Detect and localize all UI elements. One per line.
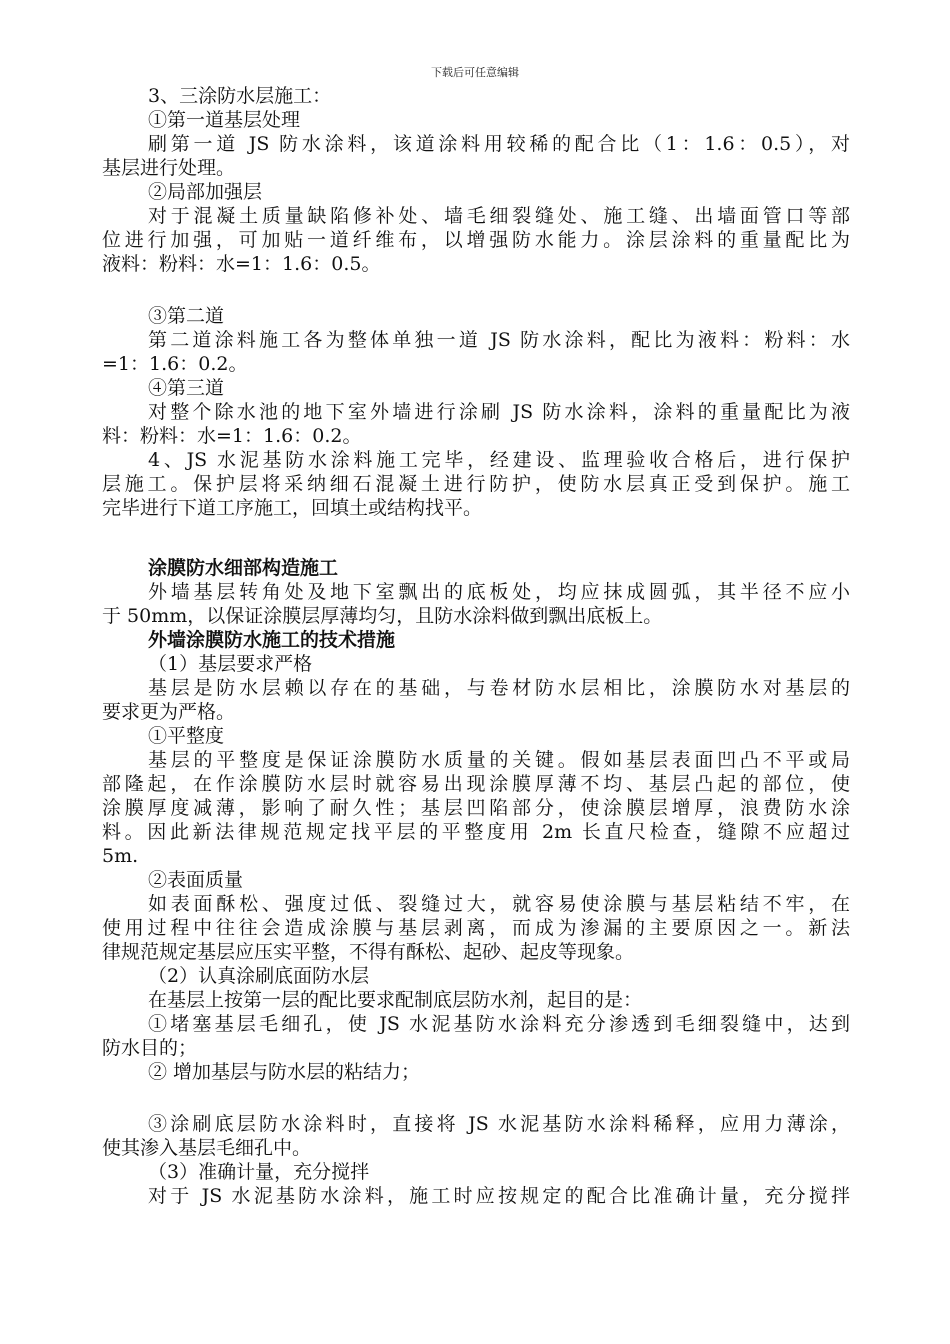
paragraph-line: 使用过程中往往会造成涂膜与基层剥离，而成为渗漏的主要原因之一。新法 (102, 917, 850, 939)
paragraph-line: 外墙基层转角处及地下室飘出的底板处，均应抹成圆弧，其半径不应小 (148, 581, 850, 603)
paragraph-line: 5m. (102, 845, 139, 867)
paragraph-line: 涂膜厚度减薄，影响了耐久性；基层凹陷部分，使涂膜层增厚，浪费防水涂 (102, 797, 850, 819)
paragraph-line: 4、JS 水泥基防水涂料施工完毕，经建设、监理验收合格后，进行保护 (148, 449, 850, 471)
paragraph-line: 部隆起，在作涂膜防水层时就容易出现涂膜厚薄不均、基层凸起的部位，使 (102, 773, 850, 795)
paragraph-line: 液料：粉料：水=1：1.6：0.5。 (102, 253, 381, 275)
paragraph-line: 料：粉料：水=1：1.6：0.2。 (102, 425, 362, 447)
paragraph-line: 3、三涂防水层施工： (148, 85, 332, 107)
paragraph-line: 对于混凝土质量缺陷修补处、墙毛细裂缝处、施工缝、出墙面管口等部 (148, 205, 850, 227)
paragraph-line: 料。因此新法律规范规定找平层的平整度用 2m 长直尺检查，缝隙不应超过 (102, 821, 850, 843)
paragraph-line: 基层是防水层赖以存在的基础，与卷材防水层相比，涂膜防水对基层的 (148, 677, 850, 699)
paragraph-line: （2）认真涂刷底面防水层 (148, 965, 370, 987)
paragraph-line: ②表面质量 (148, 869, 244, 891)
paragraph-line: 律规范规定基层应压实平整，不得有酥松、起砂、起皮等现象。 (102, 941, 635, 963)
paragraph-line: ③涂刷底层防水涂料时，直接将 JS 水泥基防水涂料稀释，应用力薄涂， (148, 1113, 850, 1135)
paragraph-line: 对于 JS 水泥基防水涂料，施工时应按规定的配合比准确计量，充分搅拌 (148, 1185, 850, 1207)
paragraph-line: （1）基层要求严格 (148, 653, 313, 675)
paragraph-line: 如表面酥松、强度过低、裂缝过大，就容易使涂膜与基层粘结不牢，在 (148, 893, 850, 915)
paragraph-line: ② 增加基层与防水层的粘结力； (148, 1061, 421, 1083)
paragraph-line: 刷第一道 JS 防水涂料，该道涂料用较稀的配合比（1：1.6：0.5），对 (148, 133, 850, 155)
paragraph-line: 防水目的； (102, 1037, 198, 1059)
paragraph-line: ①堵塞基层毛细孔，使 JS 水泥基防水涂料充分渗透到毛细裂缝中，达到 (148, 1013, 850, 1035)
paragraph-line: 位进行加强，可加贴一道纤维布，以增强防水能力。涂层涂料的重量配比为 (102, 229, 850, 251)
paragraph-line: =1：1.6：0.2。 (102, 353, 248, 375)
paragraph-line: 完毕进行下道工序施工，回填土或结构找平。 (102, 497, 483, 519)
header-note: 下载后可任意编辑 (431, 66, 519, 79)
paragraph-line: ①第一道基层处理 (148, 109, 301, 131)
paragraph-line: 第二道涂料施工各为整体单独一道 JS 防水涂料，配比为液料：粉料：水 (148, 329, 850, 351)
section-heading: 外墙涂膜防水施工的技术措施 (148, 629, 396, 651)
paragraph-line: 基层的平整度是保证涂膜防水质量的关键。假如基层表面凹凸不平或局 (148, 749, 850, 771)
paragraph-line: ①平整度 (148, 725, 225, 747)
paragraph-line: 使其渗入基层毛细孔中。 (102, 1137, 312, 1159)
paragraph-line: ③第二道 (148, 305, 225, 327)
paragraph-line: 层施工。保护层将采纳细石混凝土进行防护，使防水层真正受到保护。施工 (102, 473, 850, 495)
paragraph-line: 在基层上按第一层的配比要求配制底层防水剂，起目的是： (148, 989, 643, 1011)
paragraph-line: 基层进行处理。 (102, 157, 236, 179)
paragraph-line: 对整个除水池的地下室外墙进行涂刷 JS 防水涂料，涂料的重量配比为液 (148, 401, 850, 423)
paragraph-line: 于 50mm，以保证涂膜层厚薄均匀，且防水涂料做到飘出底板上。 (102, 605, 663, 627)
paragraph-line: ②局部加强层 (148, 181, 263, 203)
paragraph-line: （3）准确计量，充分搅拌 (148, 1161, 370, 1183)
section-heading: 涂膜防水细部构造施工 (148, 557, 339, 579)
paragraph-line: 要求更为严格。 (102, 701, 236, 723)
paragraph-line: ④第三道 (148, 377, 225, 399)
